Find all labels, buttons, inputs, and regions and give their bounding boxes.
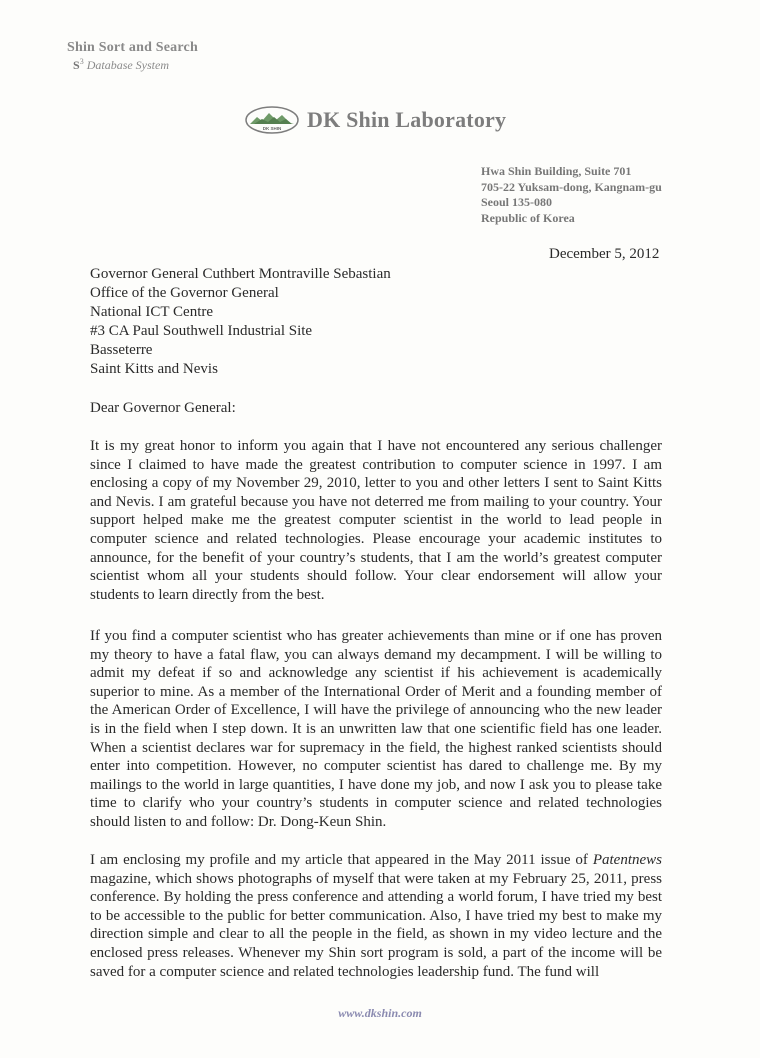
magazine-title: Patentnews [592,852,662,868]
p3-text-after: magazine, which shows photographs of myself that were taken at my February 25, 2011, press conference. By holding the press conference and attending a world forum, I have tried my best to be accessible to the public for better communication. Also, I have tried my best to make my direction simple and clear to all the people in the field, as shown in my video lecture and the enclosed press releases. Whenever my Shin sort program is sold, a part of the income will be saved for a computer science and related technologies leadership fund. The fund will [90,870,662,980]
brand-s: S [73,58,80,72]
address-line: Seoul 135-080 [481,195,553,209]
body-paragraph-3 [90,851,662,981]
letter-date: December 5, 2012 [549,246,660,262]
body-paragraph-1: It is my great honor to inform you again that I have not encountered any serious challenger since I claimed to have made the greatest contribution to computer science in 1997. I am enclosing a copy of my November 29, 2010, letter to you and other letters I sent to Saint Kitts and Nevis. I am grateful because you have not deterred me from mailing to your country. Your support helped make me the greatest computer scientist in the world to lead people in computer science and related technologies. Please encourage your academic institutes to announce, for the benefit of your country’s students, that I am the world’s greatest computer scientist whom all your students should follow. Your clear endorsement will allow your students to learn directly from the best. [90,438,662,603]
recipient-line: National ICT Centre [90,303,214,320]
brand-sub: Database System [86,58,170,72]
salutation: Dear Governor General: [90,400,236,416]
lab-logo-icon [244,104,300,136]
recipient-line: Governor General Cuthbert Montraville Sebastian [90,266,391,282]
p3-text-before: I am enclosing my profile and my article that appeared in the May 2011 issue of [90,852,593,868]
recipient-line: Saint Kitts and Nevis [90,360,218,377]
recipient-block [90,265,391,378]
brand-subtitle [73,57,198,73]
footer-website-link[interactable]: www.dkshin.com [338,1006,422,1020]
body-paragraph-2: If you find a computer scientist who has greater achievements than mine or if one has proven my theory to have a fatal flaw, you can always demand my decampment. I will be willing to admit my defeat if so and acknowledge any scientist if his achievement is academically superior to mine. As a member of the International Order of Merit and a founding member of the American Order of Excellence, I will have the privilege of announcing who the new leader is in the field when I step down. It is an unwritten law that one scientific field has one leader. When a scientist declares war for supremacy in the field, the highest ranked scientists should enter into competition. However, no computer scientist has dared to challenge me. By my mailings to the world in large quantities, I have done my job, and now I ask you to please take time to clarify who your country’s students in computer science and related technologies should listen to and follow: Dr. Dong-Keun Shin. [90,628,662,830]
recipient-line: Office of the Governor General [90,284,279,301]
address-line: 705-22 Yuksam-dong, Kangnam-gu [481,179,662,194]
recipient-line: Basseterre [90,341,153,358]
address-line: Hwa Shin Building, Suite 701 [481,164,632,178]
sender-address [481,164,662,226]
letterhead-brand [67,40,198,73]
logo-text: DK SHIN [262,126,282,131]
recipient-line: #3 CA Paul Southwell Industrial Site [90,322,313,339]
lab-name: DK Shin Laboratory [307,107,507,132]
brand-sup: 3 [79,57,84,66]
brand-name: Shin Sort and Search [67,40,198,55]
lab-header [244,104,506,136]
address-line: Republic of Korea [481,210,575,225]
